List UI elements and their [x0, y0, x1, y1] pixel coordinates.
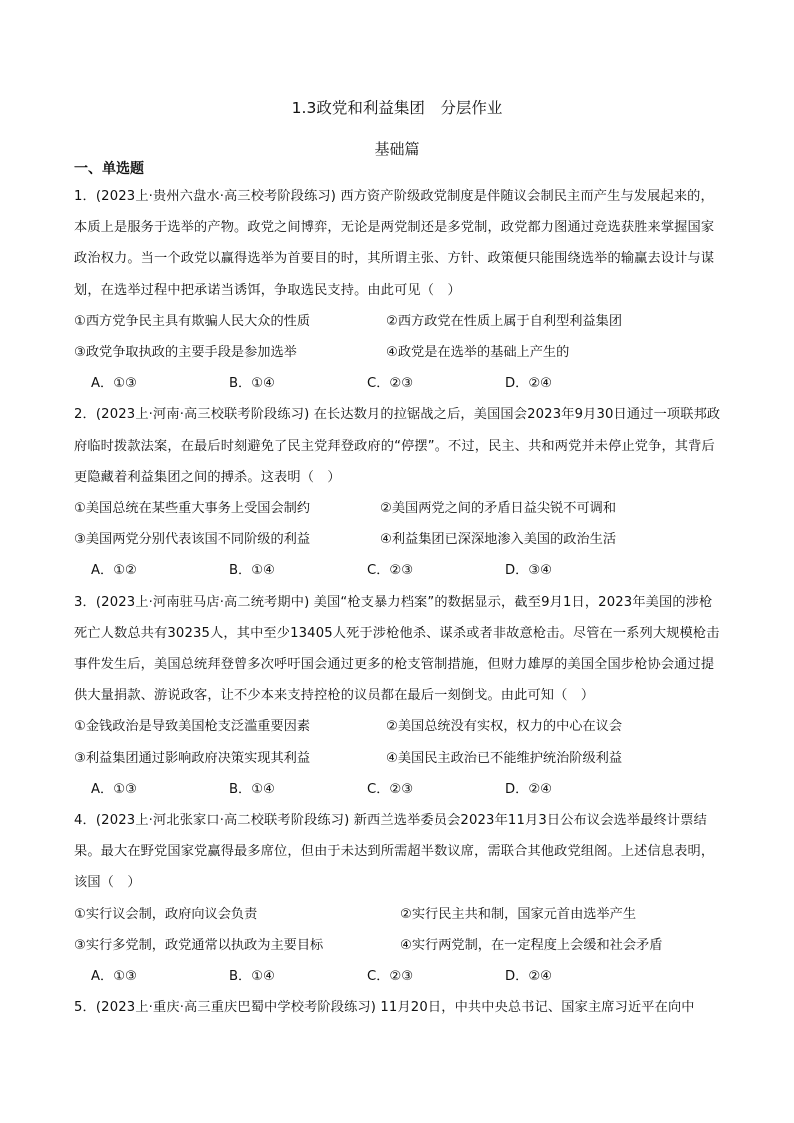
option-c: C．②③ [367, 968, 414, 984]
statement-row [74, 743, 724, 774]
statement-4: ④实行两党制，在一定程度上会缓和社会矛盾 [400, 937, 663, 953]
option-b: B．①④ [229, 968, 275, 984]
option-a: A．①③ [91, 376, 137, 392]
statement-row [74, 493, 724, 524]
statement-2: ②美国总统没有实权，权力的中心在议会 [386, 719, 623, 735]
question-5 [74, 992, 724, 1023]
question-4 [74, 805, 724, 992]
question-stem: 5．(2023上·重庆·高三重庆巴蜀中学校考阶段练习) 11月20日，中共中央总书记、国家主席习近平在向中 [74, 1000, 695, 1016]
statement-row [74, 930, 724, 961]
statement-row [74, 337, 724, 368]
option-c: C．②③ [367, 563, 414, 579]
question-2 [74, 399, 724, 586]
statement-row [74, 524, 724, 555]
statement-3: ③实行多党制，政党通常以执政为主要目标 [74, 937, 324, 953]
statement-3: ③利益集团通过影响政府决策实现其利益 [74, 750, 311, 766]
page-subtitle: 基础篇 [374, 140, 420, 158]
statement-row [74, 306, 724, 337]
question-stem: 2．(2023上·河南·高三校联考阶段练习) 在长达数月的拉锯战之后，美国国会2023年9月30日通过一项联邦政府临时拨款法案，在最后时刻避免了民主党拜登政府的“停摆”。不过，民主、共和两党并未停止党争，其背后更隐藏着利益集团之间的搏杀。这表明（ ） [74, 407, 721, 485]
statement-1: ①美国总统在某些重大事务上受国会制约 [74, 500, 311, 516]
option-b: B．①④ [229, 563, 275, 579]
statement-3: ③美国两党分别代表该国不同阶级的利益 [74, 532, 311, 548]
option-b: B．①④ [229, 781, 275, 797]
statement-row [74, 711, 724, 742]
statement-1: ①金钱政治是导致美国枪支泛滥重要因素 [74, 719, 311, 735]
option-d: D．②④ [505, 781, 552, 797]
options-row [74, 961, 724, 992]
statement-4: ④政党是在选举的基础上产生的 [386, 345, 570, 360]
statement-3: ③政党争取执政的主要手段是参加选举 [74, 345, 297, 360]
statement-1: ①实行议会制，政府向议会负责 [74, 906, 258, 922]
options-row [74, 555, 724, 586]
statement-1: ①西方党争民主具有欺骗人民大众的性质 [74, 313, 311, 329]
page-title: 1.3政党和利益集团 分层作业 [291, 99, 503, 117]
option-c: C．②③ [367, 376, 414, 392]
question-stem: 3．(2023上·河南驻马店·高二统考期中) 美国“枪支暴力档案”的数据显示，截至9月1日，2023年美国的涉枪死亡人数总共有30235人，其中至少13405人死于涉枪他杀、谋杀或者非故意枪击。尽管在一系列大规模枪击事件发生后，美国总统拜登曾多次呼吁国会通过更多的枪支管制措施，但财力雄厚的美国全国步枪协会通过提供大量捐款、游说政客，让不少本来支持控枪的议员都在最后一刻倒戈。由此可知（ ） [74, 594, 720, 704]
statement-2: ②实行民主共和制，国家元首由选举产生 [400, 906, 637, 922]
question-1 [74, 181, 724, 399]
option-b: B．①④ [229, 376, 275, 392]
question-stem: 4．(2023上·河北张家口·高二校联考阶段练习) 新西兰选举委员会2023年11月3日公布议会选举最终计票结果。最大在野党国家党赢得最多席位，但由于未达到所需超半数议席，需联合其他政党组阁。上述信息表明，该国（ ） [74, 812, 715, 891]
option-d: D．②④ [505, 968, 552, 984]
options-row [74, 774, 724, 805]
statement-2: ②西方政党在性质上属于自利型利益集团 [386, 313, 623, 329]
option-c: C．②③ [367, 781, 414, 797]
statement-row [74, 899, 724, 930]
option-d: D．②④ [505, 376, 552, 392]
option-a: A．①② [91, 563, 137, 579]
option-a: A．①③ [91, 968, 137, 984]
section-heading: 一、单选题 [74, 161, 144, 177]
option-d: D．③④ [505, 563, 552, 579]
option-a: A．①③ [91, 781, 137, 797]
question-list [74, 181, 724, 1023]
statement-4: ④利益集团已深深地渗入美国的政治生活 [380, 532, 617, 548]
options-row [74, 368, 724, 399]
statement-4: ④美国民主政治已不能维护统治阶级利益 [386, 750, 623, 766]
question-stem: 1．(2023上·贵州六盘水·高三校考阶段练习) 西方资产阶级政党制度是伴随议会制民主而产生与发展起来的，本质上是服务于选举的产物。政党之间博弈，无论是两党制还是多党制，政党都力图通过竞选获胜来掌握国家政治权力。当一个政党以赢得选举为首要目的时，其所谓主张、方针、政策便只能围绕选举的输赢去设计与谋划，在选举过程中把承诺当诱饵，争取选民支持。由此可见（ ） [74, 189, 715, 298]
statement-2: ②美国两党之间的矛盾日益尖锐不可调和 [380, 500, 617, 516]
question-3 [74, 587, 724, 805]
